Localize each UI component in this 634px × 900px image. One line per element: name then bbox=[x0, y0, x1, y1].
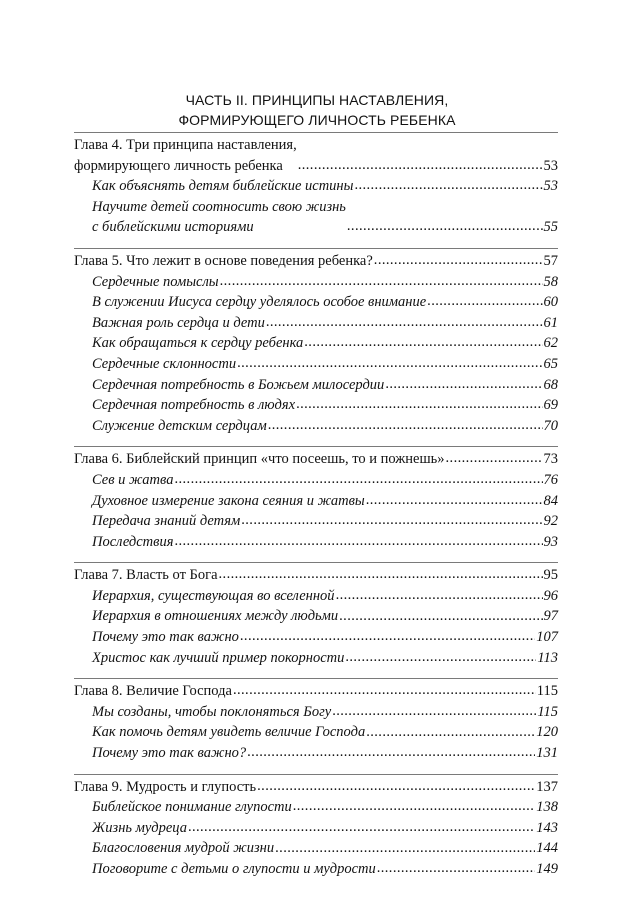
title-line: Глава 5. Что лежит в основе поведения ребенка? bbox=[74, 252, 373, 269]
dot-leader bbox=[295, 395, 542, 416]
page-number: 138 bbox=[536, 799, 558, 816]
section-entry-title bbox=[92, 606, 338, 627]
title-line: Почему это так важно bbox=[92, 629, 239, 646]
dot-leader bbox=[346, 217, 543, 238]
section-entry-title bbox=[92, 838, 274, 859]
section-entry[interactable] bbox=[74, 375, 558, 396]
section-entry-title bbox=[92, 333, 303, 354]
title-line: Сердечные склонности bbox=[92, 355, 237, 372]
section-entry-title bbox=[92, 797, 292, 818]
page-number: 84 bbox=[543, 492, 558, 509]
page-number: 115 bbox=[536, 683, 558, 700]
section-entry[interactable] bbox=[74, 354, 558, 375]
dot-leader bbox=[187, 818, 535, 839]
section-entry[interactable] bbox=[74, 197, 558, 238]
dot-leader bbox=[331, 702, 536, 723]
page-number: 93 bbox=[543, 533, 558, 550]
title-line: Сердечные помыслы bbox=[92, 273, 219, 290]
title-line: Иерархия в отношениях между людьми bbox=[92, 608, 339, 625]
chapter-block bbox=[74, 678, 558, 773]
page-number: 144 bbox=[536, 840, 558, 857]
page-number: 76 bbox=[543, 471, 558, 488]
dot-leader bbox=[240, 511, 542, 532]
dot-leader bbox=[236, 354, 542, 375]
title-line: Передача знаний детям bbox=[92, 513, 241, 530]
section-entry[interactable] bbox=[74, 511, 558, 532]
section-entry[interactable] bbox=[74, 333, 558, 354]
section-entry-title bbox=[92, 354, 236, 375]
section-entry-title bbox=[92, 313, 265, 334]
part-title bbox=[0, 90, 634, 130]
page-number: 107 bbox=[536, 629, 558, 646]
section-entry-title bbox=[92, 416, 267, 437]
chapter-entry[interactable] bbox=[74, 681, 558, 702]
section-entry[interactable] bbox=[74, 532, 558, 553]
title-line: Сердечная потребность в Божьем милосердии bbox=[92, 376, 385, 393]
title-line: Мы созданы, чтобы поклоняться Богу bbox=[92, 703, 332, 720]
section-entry[interactable] bbox=[74, 859, 558, 880]
title-line: Глава 7. Власть от Бога bbox=[74, 567, 218, 584]
title-line: Глава 6. Библейский принцип «что посеешь, то и пожнешь» bbox=[74, 451, 445, 468]
chapter-entry[interactable] bbox=[74, 449, 558, 470]
dot-leader bbox=[292, 797, 536, 818]
dot-leader bbox=[426, 292, 542, 313]
section-entry[interactable] bbox=[74, 313, 558, 334]
section-entry[interactable] bbox=[74, 176, 558, 197]
section-entry-title bbox=[92, 818, 187, 839]
dot-leader bbox=[338, 606, 542, 627]
chapter-entry-title bbox=[74, 681, 232, 702]
section-entry[interactable] bbox=[74, 818, 558, 839]
section-entry-title bbox=[92, 722, 365, 743]
page-number: 53 bbox=[543, 157, 558, 174]
page-number: 58 bbox=[543, 273, 558, 290]
section-entry-title bbox=[92, 470, 173, 491]
section-entry-title bbox=[92, 375, 384, 396]
section-entry-title bbox=[92, 176, 353, 197]
dot-leader bbox=[218, 565, 543, 586]
chapter-entry[interactable] bbox=[74, 135, 558, 176]
chapter-entry-title bbox=[74, 135, 297, 176]
section-entry[interactable] bbox=[74, 416, 558, 437]
section-entry[interactable] bbox=[74, 743, 558, 764]
dot-leader bbox=[353, 176, 542, 197]
dot-leader bbox=[384, 375, 542, 396]
title-line: Сев и жатва bbox=[92, 471, 174, 488]
section-entry-title bbox=[92, 743, 246, 764]
chapter-block bbox=[74, 132, 558, 248]
chapter-block bbox=[74, 562, 558, 678]
dot-leader bbox=[232, 681, 536, 702]
section-entry[interactable] bbox=[74, 797, 558, 818]
dot-leader bbox=[239, 627, 535, 648]
chapter-entry-title bbox=[74, 251, 373, 272]
section-entry[interactable] bbox=[74, 292, 558, 313]
title-line: Благословения мудрой жизни bbox=[92, 840, 275, 857]
chapter-block bbox=[74, 446, 558, 562]
page-number: 53 bbox=[543, 178, 558, 195]
dot-leader bbox=[376, 859, 536, 880]
title-line: Христос как лучший пример покорности bbox=[92, 649, 345, 666]
title-line: с библейскими историями bbox=[92, 219, 254, 236]
dot-leader bbox=[344, 648, 536, 669]
title-line: Как помочь детям увидеть величие Господа bbox=[92, 724, 366, 741]
section-entry[interactable] bbox=[74, 491, 558, 512]
page-number: 68 bbox=[543, 376, 558, 393]
section-entry-title bbox=[92, 627, 239, 648]
page-number: 70 bbox=[543, 417, 558, 434]
chapter-block bbox=[74, 774, 558, 890]
section-entry-title bbox=[92, 702, 331, 723]
dot-leader bbox=[246, 743, 535, 764]
dot-leader bbox=[267, 416, 543, 437]
dot-leader bbox=[303, 333, 542, 354]
section-entry-title bbox=[92, 859, 376, 880]
title-line: Научите детей соотносить свою жизнь bbox=[92, 198, 346, 215]
title-line: Важная роль сердца и дети bbox=[92, 314, 265, 331]
chapter-entry-title bbox=[74, 565, 218, 586]
title-line: Сердечная потребность в людях bbox=[92, 397, 296, 414]
section-entry-title bbox=[92, 272, 219, 293]
title-line: Поговорите с детьми о глупости и мудрости bbox=[92, 861, 376, 877]
table-of-contents bbox=[74, 132, 558, 890]
page-number: 95 bbox=[543, 567, 558, 584]
page-number: 137 bbox=[536, 778, 558, 795]
page-number: 113 bbox=[537, 649, 558, 666]
page-number: 149 bbox=[536, 861, 558, 877]
title-line: Духовное измерение закона сеяния и жатвы bbox=[92, 492, 365, 509]
chapter-entry-title bbox=[74, 449, 445, 470]
chapter-entry[interactable] bbox=[74, 565, 558, 586]
title-line: Глава 4. Три принципа наставления, bbox=[74, 137, 297, 153]
page-number: 143 bbox=[536, 819, 558, 836]
page-number: 60 bbox=[543, 294, 558, 311]
dot-leader bbox=[297, 156, 543, 177]
page-number: 131 bbox=[536, 745, 558, 762]
section-entry[interactable] bbox=[74, 722, 558, 743]
section-entry-title bbox=[92, 491, 365, 512]
dot-leader bbox=[365, 722, 535, 743]
title-line: Библейское понимание глупости bbox=[92, 799, 292, 816]
section-entry-title bbox=[92, 586, 335, 607]
part-title-line-2: ФОРМИРУЮЩЕГО ЛИЧНОСТЬ РЕБЕНКА bbox=[178, 112, 456, 128]
section-entry[interactable] bbox=[74, 395, 558, 416]
title-line: Глава 9. Мудрость и глупость bbox=[74, 778, 257, 795]
title-line: В служении Иисуса сердцу уделялось особое внимание bbox=[92, 294, 427, 311]
page-number: 61 bbox=[543, 314, 558, 331]
section-entry[interactable] bbox=[74, 702, 558, 723]
dot-leader bbox=[274, 838, 535, 859]
page-number: 115 bbox=[537, 703, 558, 720]
section-entry[interactable] bbox=[74, 648, 558, 669]
dot-leader bbox=[265, 313, 543, 334]
page-number: 73 bbox=[543, 451, 558, 468]
part-title-line-1: ЧАСТЬ II. ПРИНЦИПЫ НАСТАВЛЕНИЯ, bbox=[185, 92, 449, 108]
section-entry-title bbox=[92, 292, 426, 313]
dot-leader bbox=[173, 470, 542, 491]
dot-leader bbox=[219, 272, 543, 293]
page-number: 65 bbox=[543, 355, 558, 372]
section-entry-title bbox=[92, 511, 240, 532]
dot-leader bbox=[365, 491, 543, 512]
title-line: Глава 8. Величие Господа bbox=[74, 683, 232, 700]
section-entry[interactable] bbox=[74, 606, 558, 627]
page-number: 69 bbox=[543, 397, 558, 414]
title-line: Как объяснять детям библейские истины bbox=[92, 178, 354, 195]
title-line: формирующего личность ребенка bbox=[74, 157, 283, 174]
title-line: Жизнь мудреца bbox=[92, 819, 187, 836]
page-number: 57 bbox=[543, 252, 558, 269]
dot-leader bbox=[445, 449, 543, 470]
chapter-entry[interactable] bbox=[74, 777, 558, 798]
chapter-entry[interactable] bbox=[74, 251, 558, 272]
dot-leader bbox=[335, 586, 543, 607]
page-number: 62 bbox=[543, 335, 558, 352]
section-entry[interactable] bbox=[74, 470, 558, 491]
section-entry[interactable] bbox=[74, 586, 558, 607]
title-line: Как обращаться к сердцу ребенка bbox=[92, 335, 304, 352]
title-line: Последствия bbox=[92, 533, 174, 550]
section-entry[interactable] bbox=[74, 272, 558, 293]
dot-leader bbox=[173, 532, 542, 553]
section-entry-title bbox=[92, 648, 344, 669]
page-number: 55 bbox=[543, 219, 558, 236]
title-line: Почему это так важно? bbox=[92, 745, 247, 762]
section-entry-title bbox=[92, 395, 295, 416]
section-entry-title bbox=[92, 197, 346, 238]
dot-leader bbox=[373, 251, 543, 272]
section-entry-title bbox=[92, 532, 173, 553]
title-line: Служение детским сердцам bbox=[92, 417, 267, 434]
page-number: 92 bbox=[543, 513, 558, 530]
dot-leader bbox=[256, 777, 535, 798]
section-entry[interactable] bbox=[74, 627, 558, 648]
chapter-entry-title bbox=[74, 777, 256, 798]
chapter-block bbox=[74, 248, 558, 446]
section-entry[interactable] bbox=[74, 838, 558, 859]
page-number: 96 bbox=[543, 587, 558, 604]
title-line: Иерархия, существующая во вселенной bbox=[92, 587, 335, 604]
page-number: 120 bbox=[536, 724, 558, 741]
page-number: 97 bbox=[543, 608, 558, 625]
